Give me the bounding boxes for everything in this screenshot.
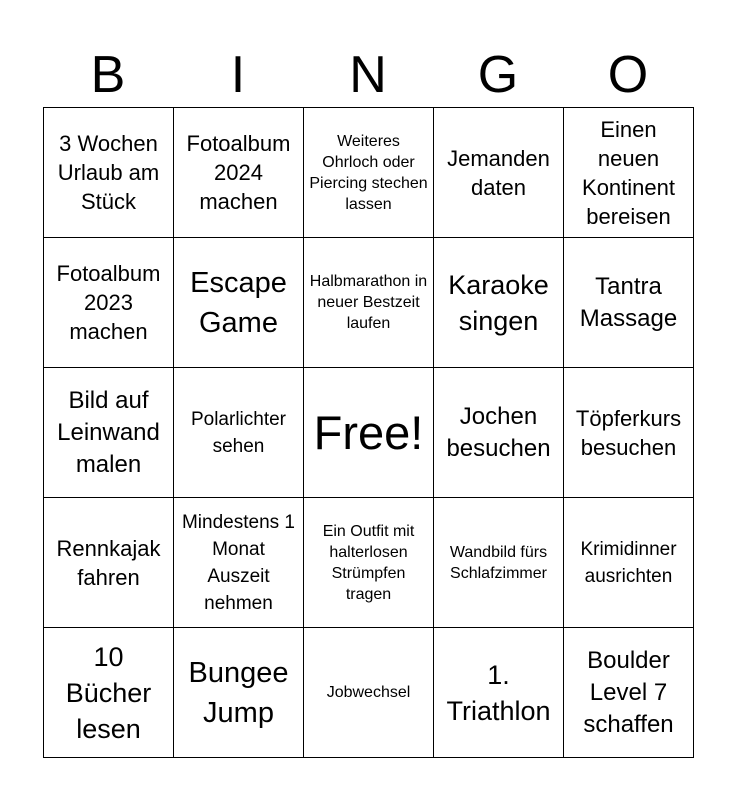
bingo-cell[interactable] xyxy=(304,628,434,758)
bingo-cell[interactable] xyxy=(44,498,174,628)
cell-text: Ein Outfit mit halterlosen Strümpfen tragen xyxy=(322,522,415,603)
cell-text: Einen neuen Kontinent bereisen xyxy=(582,116,675,229)
bingo-cell[interactable] xyxy=(174,108,304,238)
cell-text: Escape Game xyxy=(190,266,287,339)
bingo-cell[interactable] xyxy=(434,238,564,368)
cell-text: 10 Bücher lesen xyxy=(65,641,152,744)
cell-text: Jobwechsel xyxy=(326,684,411,701)
bingo-cell[interactable] xyxy=(44,238,174,368)
cell-text: Polarlichter sehen xyxy=(190,408,287,457)
cell-text: Bild auf Leinwand malen xyxy=(57,386,160,478)
cell-text: Krimidinner ausrichten xyxy=(580,538,677,587)
cell-text: Jochen besuchen xyxy=(446,402,551,462)
header-letter-g: G xyxy=(477,46,519,104)
header-letter-o: O xyxy=(607,46,649,104)
header-letter-n: N xyxy=(349,46,387,104)
cell-text: Karaoke singen xyxy=(448,269,549,336)
cell-text: Rennkajak fahren xyxy=(56,535,161,590)
cell-text: Mindestens 1 Monat Auszeit nehmen xyxy=(181,511,295,614)
bingo-cell[interactable] xyxy=(44,628,174,758)
header-letter-i: I xyxy=(230,46,246,104)
bingo-cell[interactable] xyxy=(564,368,694,498)
cell-text: Töpferkurs besuchen xyxy=(575,405,682,460)
bingo-cell[interactable] xyxy=(564,238,694,368)
bingo-cell[interactable] xyxy=(434,368,564,498)
cell-text: Bungee Jump xyxy=(188,656,289,729)
free-space-text: Free! xyxy=(313,405,424,459)
cell-text: Halbmarathon in neuer Bestzeit laufen xyxy=(309,273,428,332)
bingo-cell[interactable] xyxy=(434,108,564,238)
free-cell[interactable] xyxy=(304,368,434,498)
bingo-cell[interactable] xyxy=(304,498,434,628)
bingo-cell[interactable] xyxy=(174,628,304,758)
bingo-cell[interactable] xyxy=(44,368,174,498)
bingo-cell[interactable] xyxy=(564,498,694,628)
bingo-cell[interactable] xyxy=(564,108,694,238)
bingo-cell[interactable] xyxy=(304,108,434,238)
bingo-cell[interactable] xyxy=(174,368,304,498)
bingo-cell[interactable] xyxy=(304,238,434,368)
cell-text: Tantra Massage xyxy=(579,272,678,332)
bingo-cell[interactable] xyxy=(174,238,304,368)
cell-text: 3 Wochen Urlaub am Stück xyxy=(57,131,160,214)
cell-text: Boulder Level 7 schaffen xyxy=(583,646,674,738)
bingo-cell[interactable] xyxy=(434,628,564,758)
bingo-cell[interactable] xyxy=(174,498,304,628)
cell-text: Wandbild fürs Schlafzimmer xyxy=(449,543,548,582)
bingo-cell[interactable] xyxy=(434,498,564,628)
cell-text: 1. Triathlon xyxy=(446,659,551,726)
cell-text: Fotoalbum 2023 machen xyxy=(56,261,161,344)
bingo-cell[interactable] xyxy=(564,628,694,758)
header-letter-b: B xyxy=(90,46,126,104)
bingo-header xyxy=(43,40,693,110)
cell-text: Jemanden daten xyxy=(447,145,550,200)
cell-text: Fotoalbum 2024 machen xyxy=(186,131,291,214)
bingo-cell[interactable] xyxy=(44,108,174,238)
cell-text: Weiteres Ohrloch oder Piercing stechen lassen xyxy=(309,132,428,213)
bingo-grid xyxy=(43,107,694,758)
